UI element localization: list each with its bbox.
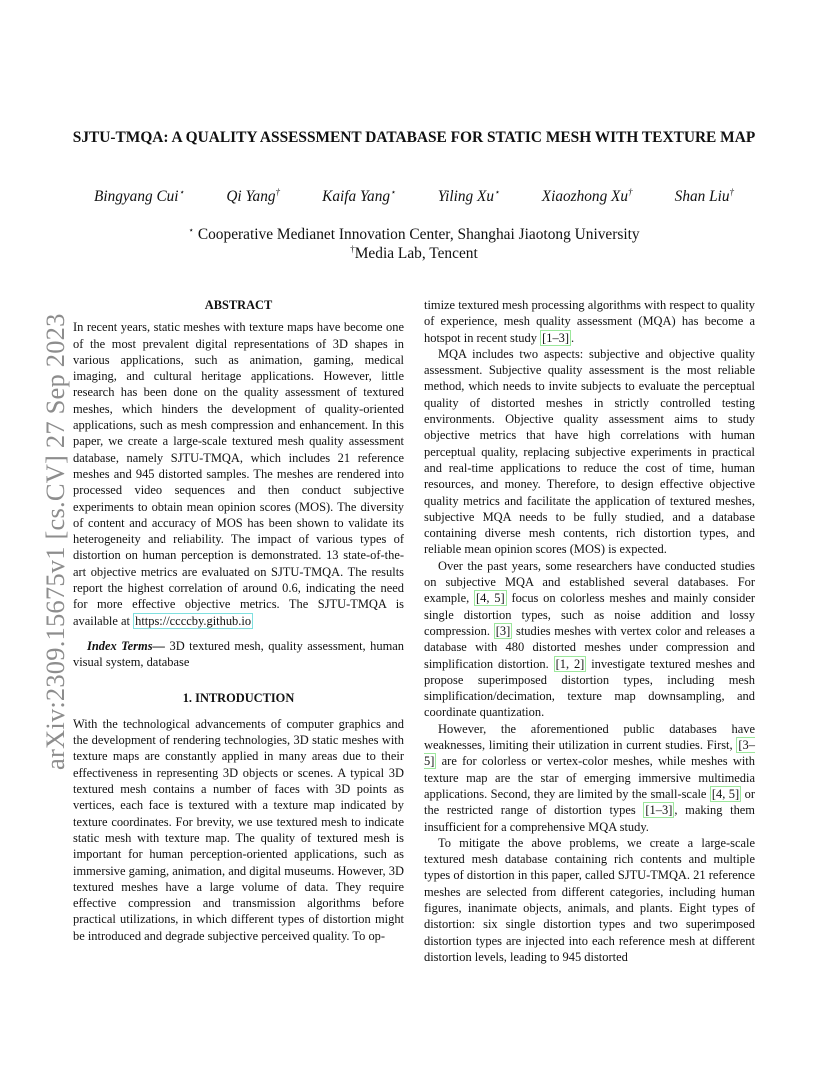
citation-link[interactable]: [1, 2]	[555, 656, 585, 671]
left-column	[73, 297, 404, 944]
author: Shan Liu†	[674, 187, 734, 206]
author-list	[70, 187, 758, 206]
abstract-heading: ABSTRACT	[204, 298, 273, 312]
introduction-heading: 1. INTRODUCTION	[182, 690, 295, 705]
body-paragraph: MQA includes two aspects: subjective and objective quality assessment. Subjective quality assessment is the most reliable method, which needs to invite subjects to evaluate the perceptual quality of distorted meshes in strictly controlled testing environments. Objective quality assessment aims to study objective metrics that have high correlations with human perceptual quality, replacing subjective experiments in practical and real-time applications to reduce the cost of time, human resources, and money. Therefore, to design effective objective quality metrics and facilitate the application of textured meshes, subjective MQA needs to be fully studied, and a database containing diverse mesh contents, rich distortion types, and reliable mean opinion scores (MOS) is expected.	[424, 346, 755, 557]
affiliation: †Media Lab, Tencent	[350, 244, 478, 263]
author: Bingyang Cui⋆	[94, 187, 185, 206]
intro-paragraph: With the technological advancements of computer graphics and the development of rendering technologies, 3D static meshes with texture maps are constantly applied in many areas due to their effectiveness in representing 3D objects or scenes. A typical 3D textured mesh contains a number of faces with 3D points as vertices, each face is textured with a texture map indicated by texture coordinates. For brevity, we use textured mesh to indicate static mesh with texture map. The quality of textured mesh is important for human perception-oriented applications, such as immersive gaming, animation, and digital museums. However, 3D textured meshes have a large volume of data. They require effective compression and transmission algorithms before practical utilizations, in which different types of distortion might be introduced and degrade subjective perceived quality. To op-	[73, 716, 404, 943]
citation-link[interactable]: [4, 5]	[476, 591, 505, 606]
author: Qi Yang†	[226, 187, 280, 206]
arxiv-identifier-stamp	[10, 300, 70, 780]
author: Xiaozhong Xu†	[541, 187, 633, 206]
citation-link[interactable]: [4, 5]	[711, 786, 740, 801]
right-column	[424, 297, 755, 965]
citation-link[interactable]: [3]	[495, 623, 511, 638]
index-terms: Index Terms— 3D textured mesh, quality assessment, human visual system, database	[73, 638, 405, 670]
abstract-paragraph: In recent years, static meshes with texture maps have become one of the most prevalent digital representations of 3D shapes in various applications, such as animation, gaming, medical imaging, and cultural heritage applications. However, little research has been done on the quality assessment of textured meshes, which hinders the development of quality-oriented applications, such as mesh compression and enhancement. In this paper, we create a large-scale textured mesh quality assessment database, namely SJTU-TMQA, which includes 21 reference meshes and 945 distorted samples. The meshes are rendered into processed video sequences and then conduct subjective experiments to obtain mean opinion scores (MOS). The diversity of content and accuracy of MOS has been shown to validate its heterogeneity and reliability. The impact of various types of distortion on human perception is demonstrated. 13 state-of-the-art objective metrics are evaluated on SJTU-TMQA. The results report the highest correlation of around 0.6, indicating the need for more effective objective metrics. The SJTU-TMQA is available at https://ccccby.github.io	[73, 320, 404, 628]
body-paragraph: timize textured mesh processing algorithms with respect to quality of experience, mesh quality assessment (MQA) has become a hotspot in recent study [1–3] .	[424, 298, 755, 345]
citation-link[interactable]: [1–3]	[645, 803, 673, 818]
author: Kaifa Yang⋆	[322, 187, 396, 206]
affiliation: ⋆ Cooperative Medianet Innovation Center, Shanghai Jiaotong University	[188, 225, 640, 244]
index-terms-label: Index Terms—	[87, 638, 165, 653]
body-paragraph: To mitigate the above problems, we create a large-scale textured mesh database containing rich contents and multiple types of distortion in this paper, called SJTU-TMQA. 21 reference meshes are selected from different categories, including human figures, inanimate objects, animals, and plants. Eight types of distortion: six single distortion types and two superimposed distortion types are injected into each reference mesh at different distortion levels, leading to 945 distorted	[424, 835, 755, 964]
body-paragraph: Over the past years, some researchers have conducted studies on subjective MQA and established several databases. For example, [4, 5] focus on colorless meshes and mainly consider single distortion types, such as noise addition and lossy compression. [3] studies meshes with vertex color and releases a database with 480 distorted meshes under compression and simplification distortion. [1, 2] investigate textured meshes and propose superimposed distortion types, including mesh simplification/decimation, texture map downsampling, and coordinate quantization.	[424, 558, 756, 720]
body-paragraph: However, the aforementioned public databases have weaknesses, limiting their utilization in current studies. First, [3–5] are for colorless or vertex-color meshes, while meshes with texture map are the star of emerging immersive multimedia applications. Second, they are limited by the small-scale [4, 5] or the restricted range of distortion types [1–3] , making them insufficient for a comprehensive MQA study.	[424, 721, 755, 834]
author: Yiling Xu⋆	[437, 187, 500, 206]
arxiv-id-text: arXiv:2309.15675v1 [cs.CV] 27 Sep 2023	[40, 313, 70, 770]
paper-title: SJTU-TMQA: A QUALITY ASSESSMENT DATABASE FOR STATIC MESH WITH TEXTURE MAP	[72, 129, 756, 146]
citation-link[interactable]: [3–5]	[424, 738, 755, 769]
dataset-link[interactable]: https://ccccby.github.io	[135, 613, 252, 628]
citation-link[interactable]: [1–3]	[542, 330, 570, 345]
